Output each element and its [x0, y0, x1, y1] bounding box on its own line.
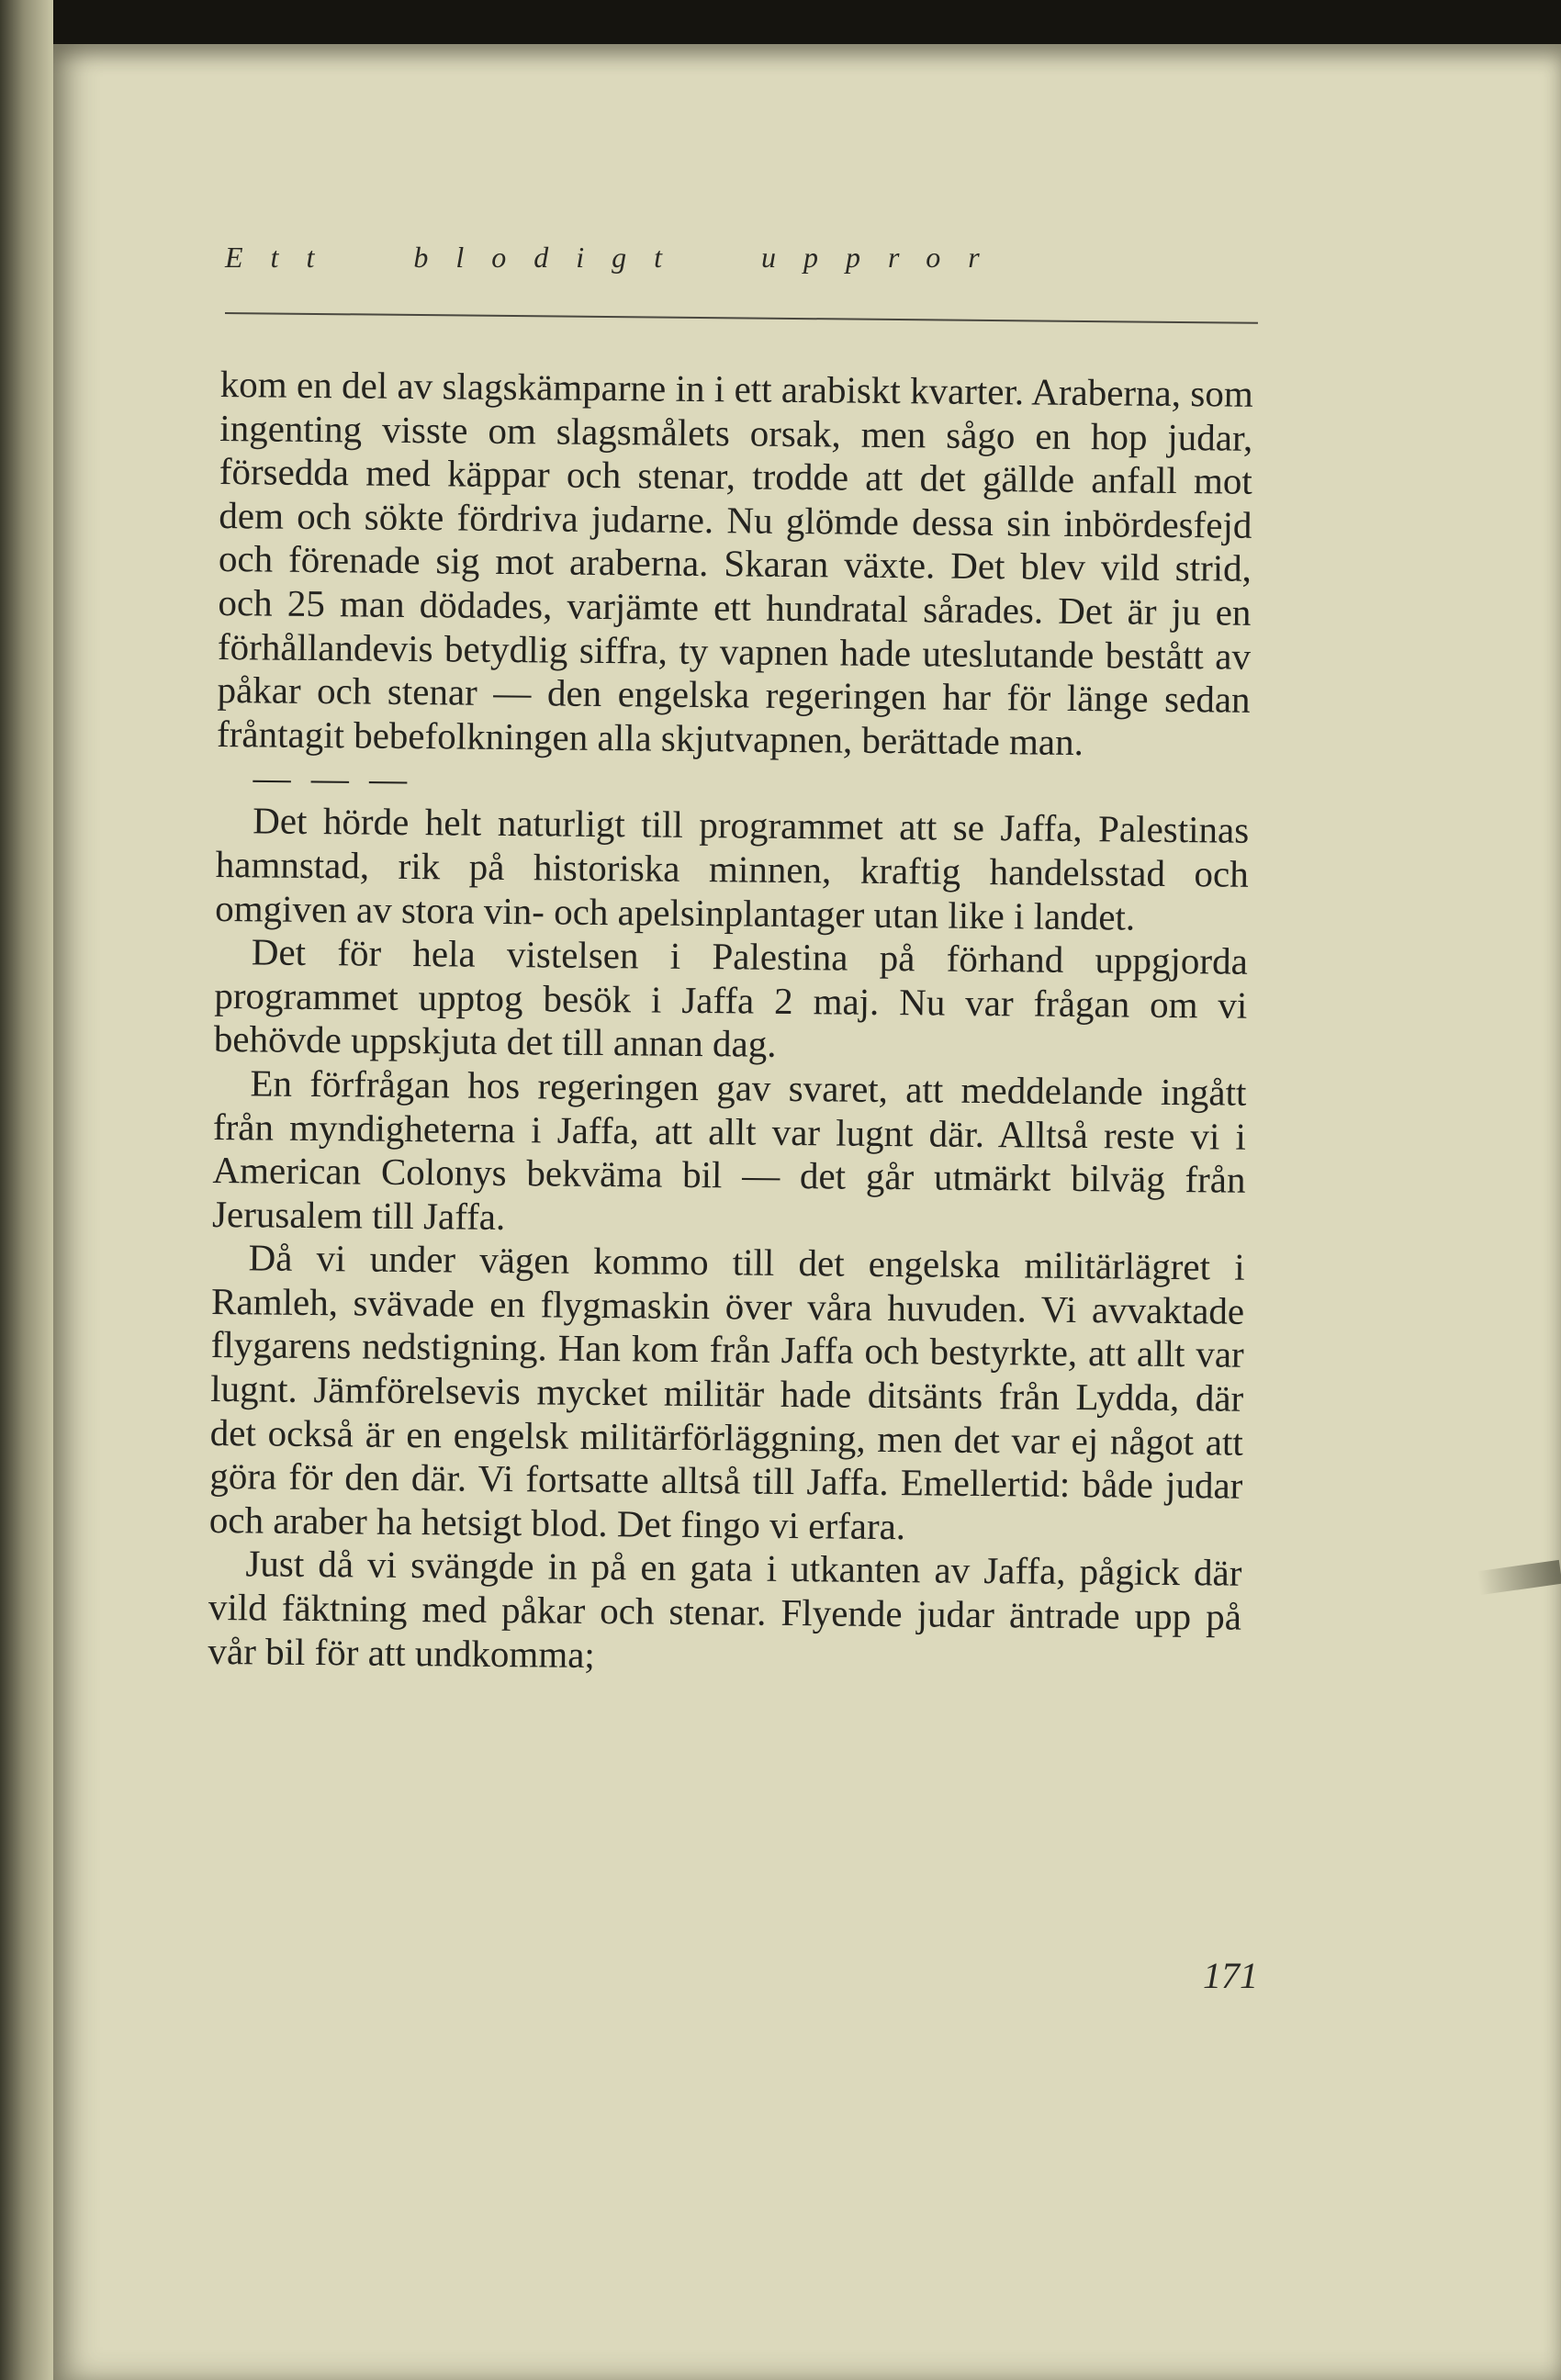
section-separator: — — —: [253, 756, 413, 801]
book-gutter: [0, 0, 53, 2380]
paragraph-3: Det för hela vistelsen i Palestina på förhand uppgjorda programmet upptog besök i Jaffa 2 maj. Nu var frågan om vi behövde uppskjuta det till annan dag.: [213, 930, 1249, 1066]
page-body: [208, 363, 1253, 1683]
paragraph-5: Då vi under vägen kommo till det engelska militärlägret i Ramleh, svävade en flygmaskin över våra huvuden. Vi avvaktade flygarens nedstigning. Han kom från Jaffa och bestyrkte, att allt var lugnt. Jämförelsevis mycket militär hade ditsänts från Lydda, där det också är en engelsk militärförläggning, men det var ej något att göra för den där. Vi fortsatte alltså till Jaffa. Emellertid: både judar och araber ha hetsigt blod. Det fingo vi erfara.: [208, 1236, 1245, 1548]
running-header-title: Ett blodigt uppror: [225, 241, 1007, 274]
page-number: 171: [1203, 1955, 1258, 1996]
paragraph-6: Just då vi svängde in på en gata i utkanten av Jaffa, pågick där vild fäktning med påkar och stenar. Flyende judar äntrade upp på vår bil för att undkomma;: [208, 1542, 1242, 1676]
running-header: [225, 241, 1253, 296]
paragraph-2: Det hörde helt naturligt till programmet att se Jaffa, Palestinas hamnstad, rik på historiska minnen, kraftig handelsstad och omgiven av stora vin- och apelsinplantager utan like i landet.: [215, 799, 1250, 938]
paragraph-4: En förfrågan hos regeringen gav svaret, att meddelande ingått från myndigheterna i Jaffa, att allt var lugnt där. Alltså reste vi i American Colonys bekväma bil — det går utmärkt bilväg från Jerusalem till Jaffa.: [211, 1061, 1247, 1238]
paragraph-1: kom en del av slagskämparne in i ett arabiskt kvarter. Araberna, som ingenting visste om slagsmålets orsak, men sågo en hop judar, försedda med käppar och stenar, trodde att det gällde anfall mot dem och sökte fördriva judarne. Nu glömde dessa sin inbördesfejd och förenade sig mot araberna. Skaran växte. Det blev vild strid, och 25 man dödades, varjämte ett hundratal sårades. Det är ju en förhållandevis betydlig siffra, ty vapnen hade uteslutande bestått av påkar och stenar — den engelska regeringen har för länge sedan fråntagit bebefolkningen alla skjutvapnen, berättade man.: [216, 363, 1253, 763]
